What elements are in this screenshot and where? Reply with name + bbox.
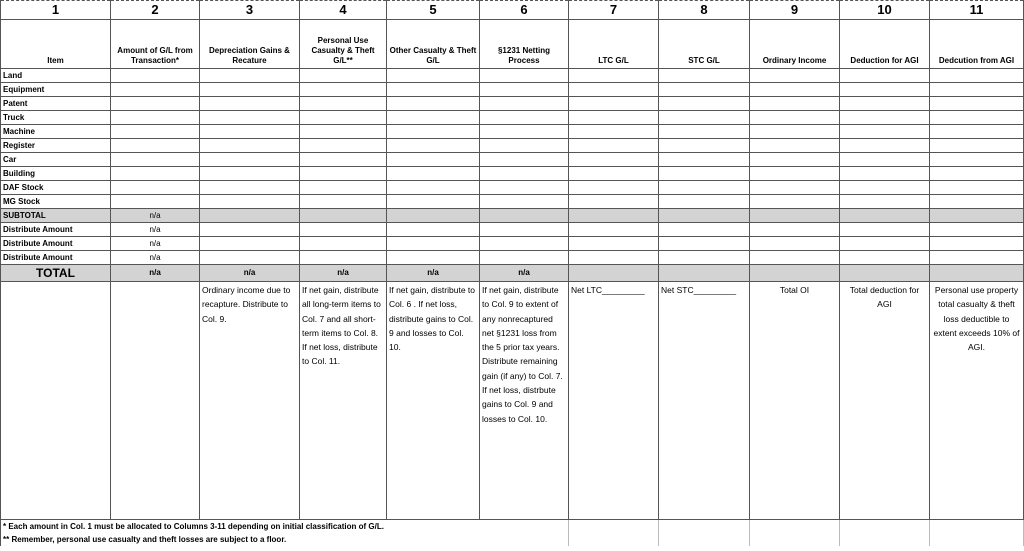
- cell[interactable]: [930, 223, 1024, 237]
- cell[interactable]: [840, 181, 930, 195]
- cell[interactable]: [659, 139, 750, 153]
- cell[interactable]: [659, 153, 750, 167]
- blank-cell: [569, 520, 659, 534]
- cell[interactable]: [569, 195, 659, 209]
- cell[interactable]: [930, 237, 1024, 251]
- cell[interactable]: [659, 251, 750, 265]
- total-label: TOTAL: [1, 265, 111, 282]
- item-label: Truck: [1, 111, 111, 125]
- header-deduction-for-agi: Deduction for AGI: [840, 20, 930, 69]
- cell[interactable]: [387, 195, 480, 209]
- cell[interactable]: [480, 209, 569, 223]
- cell[interactable]: [200, 153, 300, 167]
- cell[interactable]: [659, 97, 750, 111]
- distribute-row: [1, 237, 1024, 251]
- cell[interactable]: [200, 139, 300, 153]
- table-row: [1, 83, 1024, 97]
- cell[interactable]: [480, 111, 569, 125]
- cell[interactable]: [111, 97, 200, 111]
- header-item: Item: [1, 20, 111, 69]
- cell[interactable]: [387, 167, 480, 181]
- note-col6: If net gain, distribute to Col. 9 to extent of any nonrecaptured net §1231 loss from the 5 prior tax years. Distribute remaining gain (if any) to Col. 7. If net loss, distrbute gains to Col. 9 and losses to Col. 10.: [480, 282, 569, 520]
- cell[interactable]: [659, 125, 750, 139]
- cell[interactable]: [750, 125, 840, 139]
- blank-cell: [569, 533, 659, 546]
- note-cell: [1, 282, 111, 520]
- table-row: [1, 97, 1024, 111]
- cell[interactable]: [930, 111, 1024, 125]
- blank-cell: [840, 533, 930, 546]
- cell[interactable]: [111, 111, 200, 125]
- note-col5: If net gain, distribute to Col. 6 . If net loss, distribute gains to Col. 9 and losses to Col. 10.: [387, 282, 480, 520]
- cell[interactable]: [387, 139, 480, 153]
- blank-cell: [930, 533, 1024, 546]
- cell[interactable]: [300, 97, 387, 111]
- cell[interactable]: [930, 139, 1024, 153]
- cell[interactable]: [200, 209, 300, 223]
- note-col10: Total deduction for AGI: [840, 282, 930, 520]
- footnote-1: * Each amount in Col. 1 must be allocated to Columns 3-11 depending on initial classification of G/L.: [1, 520, 569, 534]
- table-row: [1, 195, 1024, 209]
- cell[interactable]: [930, 153, 1024, 167]
- col-number: 6: [480, 1, 569, 20]
- cell[interactable]: [387, 223, 480, 237]
- cell[interactable]: [840, 97, 930, 111]
- cell[interactable]: [569, 237, 659, 251]
- header-other-casualty: Other Casualty & Theft G/L: [387, 20, 480, 69]
- col-number: 7: [569, 1, 659, 20]
- distribute-label: Distribute Amount: [1, 251, 111, 265]
- distribute-row: [1, 251, 1024, 265]
- cell[interactable]: [480, 195, 569, 209]
- cell[interactable]: [111, 83, 200, 97]
- cell[interactable]: [930, 209, 1024, 223]
- cell[interactable]: [750, 209, 840, 223]
- item-label: Land: [1, 69, 111, 83]
- item-label: DAF Stock: [1, 181, 111, 195]
- header-deduction-from-agi: Dedcution from AGI: [930, 20, 1024, 69]
- na-cell: n/a: [387, 265, 480, 282]
- cell[interactable]: [569, 251, 659, 265]
- cell[interactable]: [750, 181, 840, 195]
- cell[interactable]: [750, 83, 840, 97]
- cell[interactable]: [200, 167, 300, 181]
- cell[interactable]: [480, 125, 569, 139]
- na-cell: n/a: [111, 223, 200, 237]
- cell[interactable]: [659, 195, 750, 209]
- na-cell: n/a: [111, 237, 200, 251]
- subtotal-row: [1, 209, 1024, 223]
- cell[interactable]: [930, 251, 1024, 265]
- instructions-row: [1, 282, 1024, 520]
- cell[interactable]: [840, 125, 930, 139]
- cell[interactable]: [840, 139, 930, 153]
- cell[interactable]: [750, 111, 840, 125]
- na-cell: n/a: [300, 265, 387, 282]
- cell[interactable]: [480, 69, 569, 83]
- cell[interactable]: [387, 83, 480, 97]
- note-col7: Net LTC_________: [569, 282, 659, 520]
- cell[interactable]: [480, 237, 569, 251]
- cell[interactable]: [750, 223, 840, 237]
- blank-cell: [930, 520, 1024, 534]
- col-number: 10: [840, 1, 930, 20]
- cell[interactable]: [200, 97, 300, 111]
- cell[interactable]: [387, 125, 480, 139]
- cell[interactable]: [840, 237, 930, 251]
- header-stc: STC G/L: [659, 20, 750, 69]
- na-cell: n/a: [480, 265, 569, 282]
- footnote-row: [1, 520, 1024, 534]
- cell[interactable]: [569, 209, 659, 223]
- header-depreciation: Depreciation Gains & Recature: [200, 20, 300, 69]
- cell[interactable]: [300, 167, 387, 181]
- header-ltc: LTC G/L: [569, 20, 659, 69]
- footnote-row: [1, 533, 1024, 546]
- cell[interactable]: [930, 195, 1024, 209]
- cell[interactable]: [300, 251, 387, 265]
- cell[interactable]: [200, 251, 300, 265]
- footnote-2: ** Remember, personal use casualty and theft losses are subject to a floor.: [1, 533, 569, 546]
- note-col8: Net STC_________: [659, 282, 750, 520]
- cell[interactable]: [200, 195, 300, 209]
- cell[interactable]: [480, 181, 569, 195]
- cell[interactable]: [840, 265, 930, 282]
- cell[interactable]: [200, 111, 300, 125]
- item-label: Machine: [1, 125, 111, 139]
- cell[interactable]: [300, 69, 387, 83]
- total-row: [1, 265, 1024, 282]
- col-number: 2: [111, 1, 200, 20]
- cell[interactable]: [840, 209, 930, 223]
- cell[interactable]: [569, 97, 659, 111]
- cell[interactable]: [840, 223, 930, 237]
- note-cell: [111, 282, 200, 520]
- cell[interactable]: [659, 83, 750, 97]
- cell[interactable]: [840, 111, 930, 125]
- table-row: [1, 111, 1024, 125]
- cell[interactable]: [300, 125, 387, 139]
- cell[interactable]: [300, 181, 387, 195]
- cell[interactable]: [840, 83, 930, 97]
- cell[interactable]: [569, 125, 659, 139]
- cell[interactable]: [300, 111, 387, 125]
- cell[interactable]: [480, 251, 569, 265]
- table-row: [1, 167, 1024, 181]
- cell[interactable]: [300, 139, 387, 153]
- cell[interactable]: [750, 251, 840, 265]
- cell[interactable]: [387, 111, 480, 125]
- cell[interactable]: [111, 139, 200, 153]
- cell[interactable]: [569, 139, 659, 153]
- blank-cell: [840, 520, 930, 534]
- cell[interactable]: [840, 167, 930, 181]
- header-ordinary-income: Ordinary Income: [750, 20, 840, 69]
- cell[interactable]: [300, 153, 387, 167]
- cell[interactable]: [659, 209, 750, 223]
- cell[interactable]: [750, 195, 840, 209]
- cell[interactable]: [659, 69, 750, 83]
- cell[interactable]: [200, 223, 300, 237]
- cell[interactable]: [750, 237, 840, 251]
- distribute-row: [1, 223, 1024, 237]
- cell[interactable]: [480, 223, 569, 237]
- blank-cell: [659, 533, 750, 546]
- item-label: Car: [1, 153, 111, 167]
- subtotal-label: SUBTOTAL: [1, 209, 111, 223]
- cell[interactable]: [659, 167, 750, 181]
- cell[interactable]: [387, 181, 480, 195]
- cell[interactable]: [659, 237, 750, 251]
- cell[interactable]: [569, 223, 659, 237]
- cell[interactable]: [659, 223, 750, 237]
- cell[interactable]: [200, 69, 300, 83]
- table-row: [1, 181, 1024, 195]
- cell[interactable]: [569, 167, 659, 181]
- cell[interactable]: [200, 83, 300, 97]
- header-amount: Amount of G/L from Transaction*: [111, 20, 200, 69]
- cell[interactable]: [111, 167, 200, 181]
- cell[interactable]: [840, 153, 930, 167]
- col-number: 4: [300, 1, 387, 20]
- column-number-row: [1, 1, 1024, 20]
- col-number: 9: [750, 1, 840, 20]
- cell[interactable]: [111, 153, 200, 167]
- cell[interactable]: [569, 181, 659, 195]
- cell[interactable]: [569, 265, 659, 282]
- na-cell: n/a: [111, 251, 200, 265]
- cell[interactable]: [659, 111, 750, 125]
- cell[interactable]: [840, 69, 930, 83]
- cell[interactable]: [930, 181, 1024, 195]
- cell[interactable]: [750, 69, 840, 83]
- cell[interactable]: [300, 209, 387, 223]
- cell[interactable]: [480, 97, 569, 111]
- cell[interactable]: [300, 195, 387, 209]
- cell[interactable]: [569, 111, 659, 125]
- cell[interactable]: [200, 125, 300, 139]
- na-cell: n/a: [200, 265, 300, 282]
- cell[interactable]: [480, 83, 569, 97]
- header-row: [1, 20, 1024, 69]
- cell[interactable]: [840, 251, 930, 265]
- cell[interactable]: [300, 83, 387, 97]
- cell[interactable]: [111, 181, 200, 195]
- cell[interactable]: [300, 223, 387, 237]
- cell[interactable]: [569, 83, 659, 97]
- cell[interactable]: [111, 195, 200, 209]
- cell[interactable]: [930, 265, 1024, 282]
- cell[interactable]: [111, 125, 200, 139]
- item-label: MG Stock: [1, 195, 111, 209]
- cell[interactable]: [480, 139, 569, 153]
- distribute-label: Distribute Amount: [1, 223, 111, 237]
- cell[interactable]: [750, 153, 840, 167]
- cell[interactable]: [569, 69, 659, 83]
- blank-cell: [659, 520, 750, 534]
- table-row: [1, 69, 1024, 83]
- col-number: 11: [930, 1, 1024, 20]
- note-col3: Ordinary income due to recapture. Distribute to Col. 9.: [200, 282, 300, 520]
- cell[interactable]: [387, 153, 480, 167]
- blank-cell: [750, 533, 840, 546]
- table-row: [1, 153, 1024, 167]
- col-number: 1: [1, 1, 111, 20]
- cell[interactable]: [387, 209, 480, 223]
- cell[interactable]: [659, 265, 750, 282]
- na-cell: n/a: [111, 265, 200, 282]
- col-number: 8: [659, 1, 750, 20]
- item-label: Patent: [1, 97, 111, 111]
- col-number: 5: [387, 1, 480, 20]
- cell[interactable]: [480, 153, 569, 167]
- cell[interactable]: [480, 167, 569, 181]
- cell[interactable]: [840, 195, 930, 209]
- header-1231-netting: §1231 Netting Process: [480, 20, 569, 69]
- cell[interactable]: [750, 265, 840, 282]
- cell[interactable]: [930, 83, 1024, 97]
- cell[interactable]: [750, 97, 840, 111]
- cell[interactable]: [387, 97, 480, 111]
- cell[interactable]: [200, 181, 300, 195]
- na-cell: n/a: [111, 209, 200, 223]
- note-col11: Personal use property total casualty & theft loss deductible to extent exceeds 10% of AGI.: [930, 282, 1024, 520]
- cell[interactable]: [659, 181, 750, 195]
- cell[interactable]: [930, 97, 1024, 111]
- cell[interactable]: [930, 125, 1024, 139]
- cell[interactable]: [200, 237, 300, 251]
- cell[interactable]: [300, 237, 387, 251]
- col-number: 3: [200, 1, 300, 20]
- cell[interactable]: [750, 139, 840, 153]
- item-label: Register: [1, 139, 111, 153]
- distribute-label: Distribute Amount: [1, 237, 111, 251]
- item-label: Building: [1, 167, 111, 181]
- table-row: [1, 139, 1024, 153]
- cell[interactable]: [387, 237, 480, 251]
- cell[interactable]: [111, 69, 200, 83]
- header-personal-casualty: Personal Use Casualty & Theft G/L**: [300, 20, 387, 69]
- cell[interactable]: [569, 153, 659, 167]
- note-col4: If net gain, distribute all long-term items to Col. 7 and all short-term items to Col. 8. If net loss, distribute to Col. 11.: [300, 282, 387, 520]
- note-col9: Total OI: [750, 282, 840, 520]
- cell[interactable]: [930, 167, 1024, 181]
- table-row: [1, 125, 1024, 139]
- item-label: Equipment: [1, 83, 111, 97]
- cell[interactable]: [387, 69, 480, 83]
- cell[interactable]: [750, 167, 840, 181]
- blank-cell: [750, 520, 840, 534]
- cell[interactable]: [387, 251, 480, 265]
- cell[interactable]: [930, 69, 1024, 83]
